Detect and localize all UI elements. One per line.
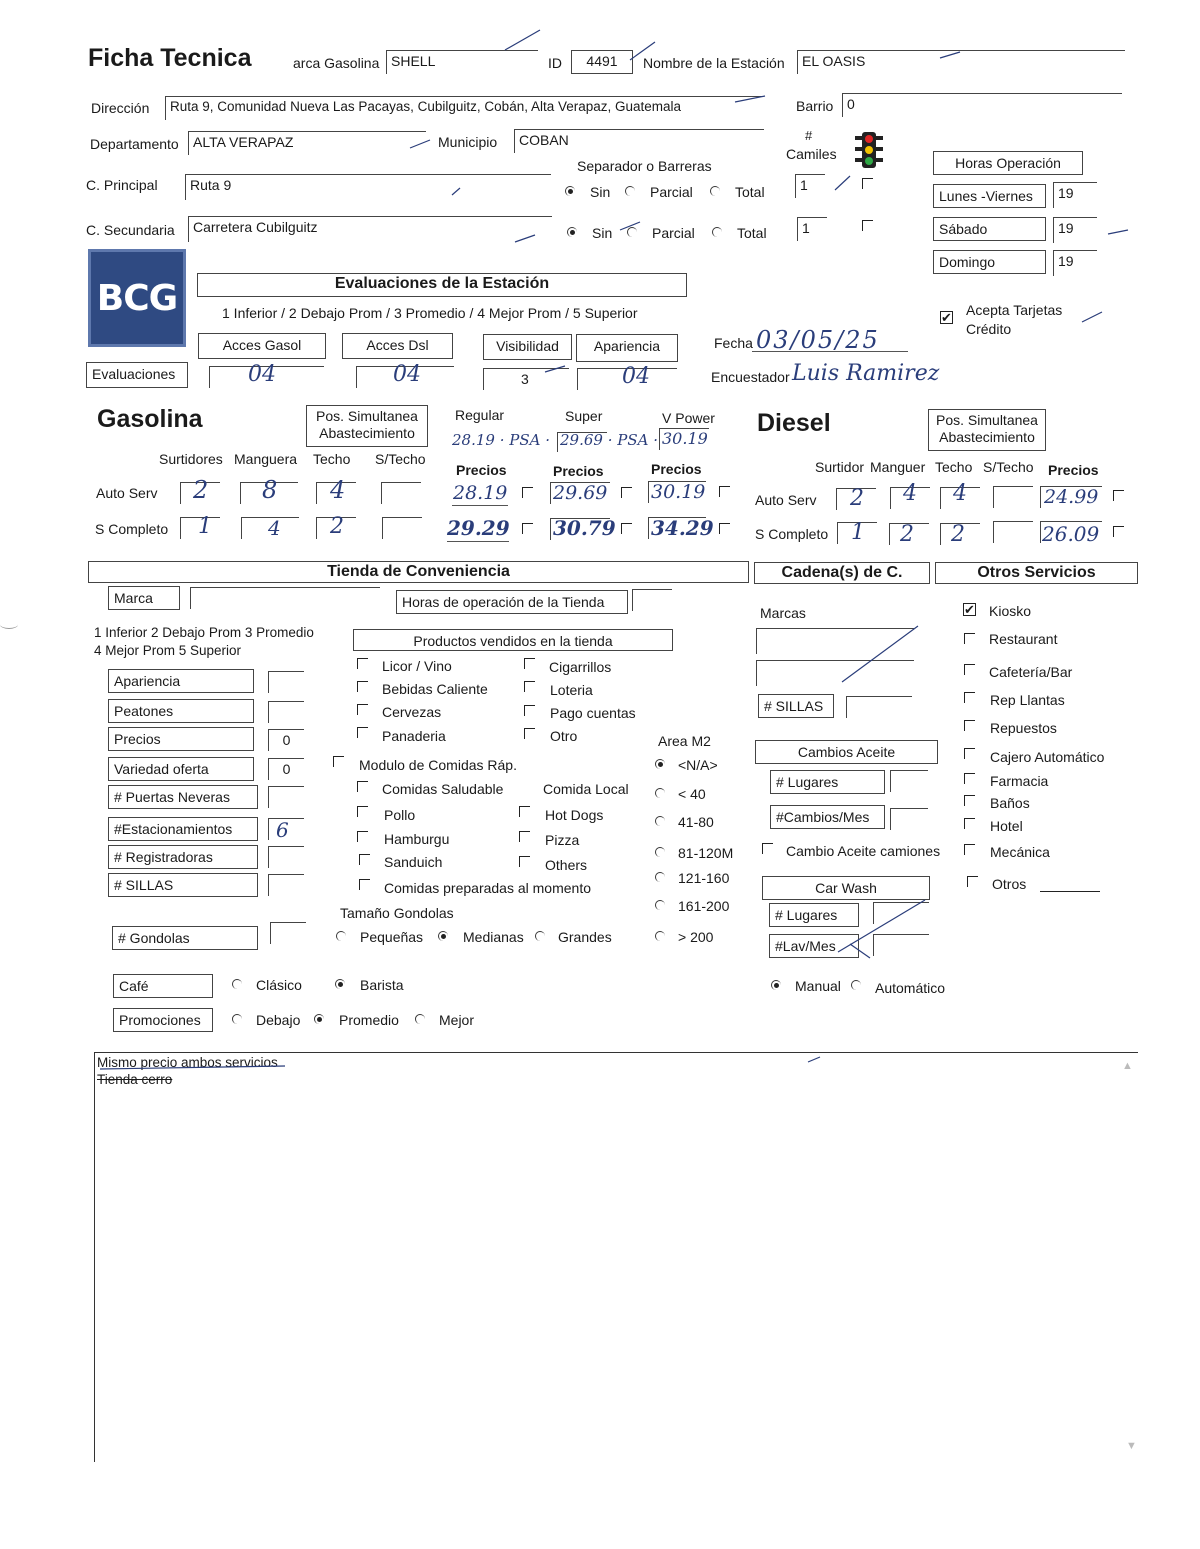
area-121-160-label: 121-160 <box>678 870 730 886</box>
domingo-label: Domingo <box>933 250 1046 274</box>
acces-gasol-value: 04 <box>248 362 276 387</box>
otros-servicios-title: Otros Servicios <box>935 562 1138 584</box>
gasolina-title: Gasolina <box>97 405 203 433</box>
super-note: 29.69 · PSA · <box>560 431 658 449</box>
cafe-label: Café <box>113 974 213 998</box>
col-super: Super <box>565 408 603 424</box>
notes-line-1: Mismo precio ambos servicios <box>97 1055 278 1070</box>
bebidas-label: Bebidas Caliente <box>382 681 488 697</box>
cadena-marcas-label: Marcas <box>760 605 806 621</box>
bcg-logo-text: BCG <box>96 277 178 319</box>
comidas-saludable-label: Comidas Saludable <box>382 781 504 797</box>
camiles-principal-field[interactable]: 1 <box>795 174 825 198</box>
encuestador-label: Encuestador <box>711 369 790 385</box>
c-secundaria-label: C. Secundaria <box>86 222 175 238</box>
col-diesel-precios: Precios <box>1048 462 1099 478</box>
apariencia-eval-value: 04 <box>622 364 650 389</box>
productos-title: Productos vendidos en la tienda <box>353 629 673 651</box>
manual-label: Manual <box>795 978 841 994</box>
barista-label: Barista <box>360 977 404 993</box>
tienda-peatones-label: Peatones <box>108 699 254 723</box>
mejor-label: Mejor <box>439 1012 475 1028</box>
municipio-label: Municipio <box>438 134 498 150</box>
clasico-label: Clásico <box>256 977 302 993</box>
sabado-label: Sábado <box>933 217 1046 241</box>
area-200-label: > 200 <box>678 929 714 945</box>
tienda-puertas-label: # Puertas Neveras <box>108 785 258 809</box>
departamento-label: Departamento <box>90 136 179 152</box>
regular-precios-label: Precios <box>456 462 507 478</box>
evaluaciones-row-label: Evaluaciones <box>86 362 188 388</box>
col-surtidor: Surtidor <box>815 459 865 475</box>
fecha-label: Fecha <box>714 335 753 351</box>
id-label: ID <box>548 55 562 71</box>
hamburgu-label: Hamburgu <box>384 831 450 847</box>
area-41-80-label: 41-80 <box>678 814 714 830</box>
comida-local-label: Comida Local <box>543 781 629 797</box>
fecha-value[interactable]: 03/05/25 <box>756 326 880 354</box>
tienda-title: Tienda de Conveniencia <box>88 561 749 583</box>
diesel-auto-manguer: 4 <box>903 481 917 506</box>
licor-label: Licor / Vino <box>382 658 452 674</box>
domingo-field[interactable]: 19 <box>1053 250 1097 276</box>
c-principal-label: C. Principal <box>86 177 158 193</box>
ca-cambios-mes-label: #Cambios/Mes <box>770 805 885 829</box>
sabado-field[interactable]: 19 <box>1053 217 1097 243</box>
col-diesel-stecho: S/Techo <box>983 459 1034 475</box>
visibilidad-label: Visibilidad <box>483 334 572 360</box>
encuestador-value[interactable]: Luis Ramirez <box>792 361 940 386</box>
page-edge-mark <box>0 620 18 629</box>
col-manguer: Manguer <box>870 459 926 475</box>
secundaria-parcial-label: Parcial <box>652 225 695 241</box>
cervezas-label: Cervezas <box>382 704 442 720</box>
acces-dsl-label: Acces Dsl <box>342 333 453 359</box>
diesel-auto-surtidor: 2 <box>850 486 864 511</box>
comidas-preparadas-label: Comidas preparadas al momento <box>384 880 591 896</box>
page-title: Ficha Tecnica <box>88 44 252 72</box>
otro-label: Otro <box>550 728 578 744</box>
diesel-auto-techo: 4 <box>953 481 967 506</box>
secundaria-total-label: Total <box>737 225 767 241</box>
notes-line-2: Tienda cerro <box>97 1072 173 1087</box>
scroll-up-icon[interactable]: ▲ <box>1122 1060 1133 1072</box>
others-label: Others <box>545 857 588 873</box>
lunes-viernes-field[interactable]: 19 <box>1053 182 1097 208</box>
automatico-label: Automático <box>875 980 946 996</box>
direccion-field[interactable]: Ruta 9, Comunidad Nueva Las Pacayas, Cubilguitz, Cobán, Alta Verapaz, Guatemala <box>165 96 763 120</box>
marca-label: arca Gasolina <box>293 55 380 71</box>
tienda-precios-field[interactable]: 0 <box>268 729 304 751</box>
marca-field[interactable]: SHELL <box>386 50 538 74</box>
tienda-estacionamientos-label: #Estacionamientos <box>108 817 258 841</box>
banos-label: Baños <box>990 795 1030 811</box>
area-na-label: <N/A> <box>678 757 718 773</box>
grandes-label: Grandes <box>558 929 612 945</box>
cadena-sillas-label: # SILLAS <box>758 694 834 718</box>
gas-comp-surtidores: 1 <box>198 514 212 539</box>
vpower-note: 30.19 <box>662 429 708 448</box>
tienda-scale-1: 1 Inferior 2 Debajo Prom 3 Promedio <box>94 625 314 640</box>
panaderia-label: Panaderia <box>382 728 446 744</box>
col-vpower: V Power <box>662 410 715 426</box>
pequenas-label: Pequeñas <box>360 929 424 945</box>
tienda-variedad-field[interactable]: 0 <box>268 758 304 780</box>
diesel-pos-label-1: Pos. Simultanea <box>936 412 1038 428</box>
hotdogs-label: Hot Dogs <box>545 807 604 823</box>
camiones-label: Cambio Aceite camiones <box>786 843 941 859</box>
c-secundaria-field[interactable]: Carretera Cubilguitz <box>188 216 552 242</box>
camiles-label-1: # <box>805 128 813 143</box>
departamento-field[interactable]: ALTA VERAPAZ <box>188 131 426 155</box>
col-manguera: Manguera <box>234 451 298 467</box>
tienda-precios-label: Precios <box>108 727 254 751</box>
lunes-viernes-label: Lunes -Viernes <box>933 184 1046 208</box>
tienda-variedad-label: Variedad oferta <box>108 757 254 781</box>
nombre-label: Nombre de la Estación <box>643 55 785 71</box>
acepta-tarjetas-checkbox[interactable]: ✔ <box>941 310 952 325</box>
acepta-tarjetas-label-2: Crédito <box>966 321 1012 337</box>
restaurant-label: Restaurant <box>989 631 1058 647</box>
pollo-label: Pollo <box>384 807 416 823</box>
hotel-label: Hotel <box>990 818 1023 834</box>
diesel-comp-precio: 26.09 <box>1042 522 1100 546</box>
scroll-down-icon[interactable]: ▼ <box>1126 1440 1137 1452</box>
promociones-label: Promociones <box>113 1008 213 1032</box>
principal-total-label: Total <box>735 184 765 200</box>
col-stecho: S/Techo <box>375 451 426 467</box>
tienda-scale-2: 4 Mejor Prom 5 Superior <box>94 643 242 658</box>
tienda-estacionamientos-value: 6 <box>276 818 289 842</box>
secundaria-sin-label: Sin <box>592 225 613 241</box>
promedio-label: Promedio <box>339 1012 399 1028</box>
gasolina-pos-label-2: Abastecimiento <box>319 425 415 441</box>
tamano-gondolas-label: Tamaño Gondolas <box>340 905 454 921</box>
camiles-label-2: Camiles <box>786 146 837 162</box>
visibilidad-value: 3 <box>521 371 529 387</box>
medianas-label: Medianas <box>463 929 524 945</box>
diesel-auto-label: Auto Serv <box>755 492 817 508</box>
principal-parcial-label: Parcial <box>650 184 693 200</box>
id-field[interactable]: 4491 <box>571 50 633 74</box>
tienda-marca-label: Marca <box>108 586 180 610</box>
barrio-label: Barrio <box>796 98 834 114</box>
cadena-title: Cadena(s) de C. <box>754 562 930 584</box>
pizza-label: Pizza <box>545 832 580 848</box>
diesel-title: Diesel <box>757 409 831 437</box>
gas-auto-regular[interactable]: 28.19 <box>453 482 508 504</box>
municipio-field[interactable]: COBAN <box>514 129 764 153</box>
gas-auto-super: 29.69 <box>553 482 608 504</box>
area-81-120-label: 81-120M <box>678 845 734 861</box>
acces-gasol-label: Acces Gasol <box>198 333 326 359</box>
evaluaciones-title: Evaluaciones de la Estación <box>197 273 687 297</box>
vpower-precios-label: Precios <box>651 461 702 477</box>
separador-label: Separador o Barreras <box>577 158 712 174</box>
gasolina-pos-label-1: Pos. Simultanea <box>316 408 418 424</box>
col-techo: Techo <box>313 451 351 467</box>
kiosko-checkbox[interactable]: ✔ <box>964 602 975 617</box>
repuestos-label: Repuestos <box>990 720 1057 736</box>
loteria-label: Loteria <box>550 682 593 698</box>
tienda-registradoras-label: # Registradoras <box>108 845 258 869</box>
super-precios-label: Precios <box>553 463 604 479</box>
gas-comp-super: 30.79 <box>553 516 616 540</box>
rep-llantas-label: Rep Llantas <box>990 692 1065 708</box>
gas-auto-vpower: 30.19 <box>651 481 706 503</box>
diesel-pos-label-2: Abastecimiento <box>939 429 1035 445</box>
tienda-horas-label: Horas de operación de la Tienda <box>396 590 628 614</box>
gas-completo-label: S Completo <box>95 521 169 537</box>
area-40-label: < 40 <box>678 786 706 802</box>
debajo-label: Debajo <box>256 1012 301 1028</box>
cw-lav-mes-label: #Lav/Mes <box>769 934 859 958</box>
nombre-field[interactable]: EL OASIS <box>797 50 1125 74</box>
gas-comp-manguera: 4 <box>268 516 281 540</box>
principal-sin-label: Sin <box>590 184 611 200</box>
farmacia-label: Farmacia <box>990 773 1049 789</box>
sanduich-label: Sanduich <box>384 854 443 870</box>
diesel-completo-label: S Completo <box>755 526 829 542</box>
cafeteria-label: Cafetería/Bar <box>989 664 1073 680</box>
acepta-tarjetas-label-1: Acepta Tarjetas <box>966 302 1063 318</box>
col-diesel-techo: Techo <box>935 459 973 475</box>
barrio-field[interactable]: 0 <box>842 93 1122 117</box>
diesel-comp-techo: 2 <box>951 522 965 547</box>
area-m2-label: Area M2 <box>658 733 711 749</box>
gas-comp-regular[interactable]: 29.29 <box>447 516 510 540</box>
cajero-label: Cajero Automático <box>990 749 1105 765</box>
gas-comp-vpower: 34.29 <box>651 516 714 540</box>
col-regular: Regular <box>455 407 505 423</box>
gas-comp-techo: 2 <box>330 514 344 539</box>
gas-auto-techo: 4 <box>330 476 346 504</box>
acces-dsl-value: 04 <box>393 362 421 387</box>
col-surtidores: Surtidores <box>159 451 223 467</box>
cigarrillos-label: Cigarrillos <box>549 659 612 675</box>
evaluaciones-scale: 1 Inferior / 2 Debajo Prom / 3 Promedio / 4 Mejor Prom / 5 Superior <box>222 305 638 321</box>
tienda-apariencia-label: Apariencia <box>108 669 254 693</box>
gas-auto-label: Auto Serv <box>96 485 158 501</box>
diesel-comp-surtidor: 1 <box>851 520 865 545</box>
cw-lugares-label: # Lugares <box>769 903 859 927</box>
otros-label: Otros <box>992 876 1027 892</box>
cambios-aceite-title: Cambios Aceite <box>755 740 938 764</box>
ca-lugares-label: # Lugares <box>770 770 885 794</box>
regular-note: 28.19 · PSA · <box>452 431 550 449</box>
c-principal-field[interactable]: Ruta 9 <box>185 174 551 200</box>
tienda-gondolas-label: # Gondolas <box>112 926 258 950</box>
car-wash-title: Car Wash <box>762 876 930 900</box>
modulo-label: Modulo de Comidas Ráp. <box>359 757 517 773</box>
apariencia-eval-label: Apariencia <box>576 334 678 362</box>
diesel-comp-manguer: 2 <box>900 522 914 547</box>
horas-title: Horas Operación <box>933 151 1083 175</box>
tienda-sillas-label: # SILLAS <box>108 873 258 897</box>
camiles-secundaria-field[interactable]: 1 <box>797 217 827 241</box>
pago-cuentas-label: Pago cuentas <box>550 705 636 721</box>
kiosko-label: Kiosko <box>989 603 1032 619</box>
gas-auto-manguera: 8 <box>262 476 278 504</box>
area-161-200-label: 161-200 <box>678 898 730 914</box>
direccion-label: Dirección <box>91 100 150 116</box>
gas-auto-surtidores: 2 <box>193 476 209 504</box>
diesel-auto-precio: 24.99 <box>1044 486 1099 508</box>
mecanica-label: Mecánica <box>990 844 1050 860</box>
